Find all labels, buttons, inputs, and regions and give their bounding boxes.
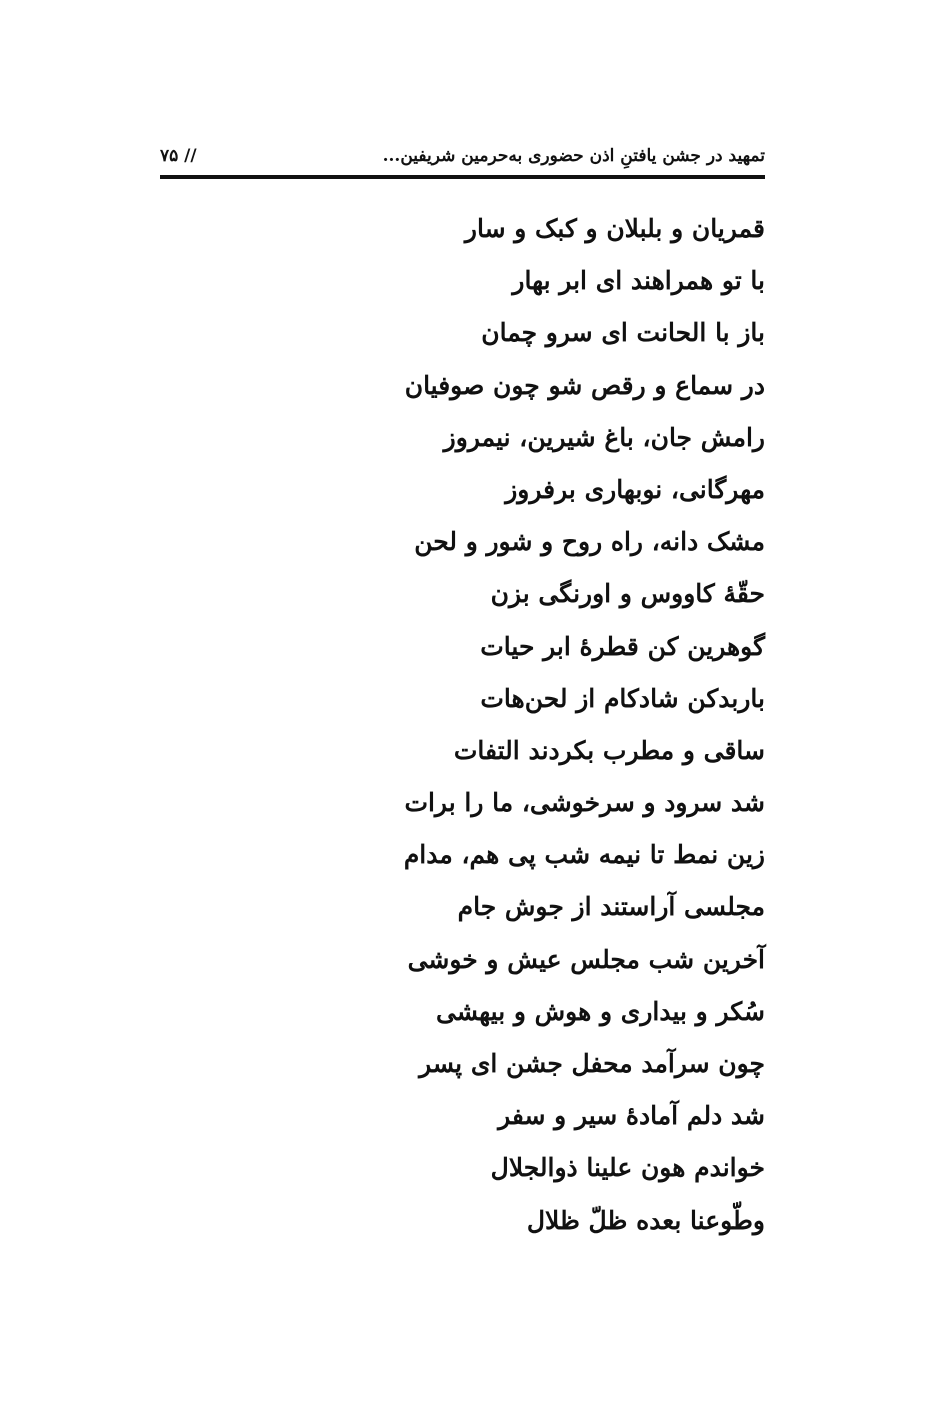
- poem-line: باربدکن شادکام از لحن‌هات: [480, 683, 765, 713]
- header-rule: [160, 175, 765, 179]
- running-head: [160, 140, 765, 176]
- poem-line: چون سرآمد محفل جشن ای پسر: [419, 1049, 765, 1078]
- poem-line: باز با الحانت ای سرو چمان: [481, 318, 765, 348]
- poem-line: زین نمط تا نیمه شب پی هم، مدام: [403, 840, 765, 870]
- page-number: // ۷۵: [160, 146, 197, 166]
- poem-line: شد دلم آمادهٔ سیر و سفر: [498, 1101, 765, 1131]
- poem-line: در سماع و رقص شو چون صوفیان: [404, 370, 765, 400]
- poem-line: سُکر و بیداری و هوش و بیهشی: [436, 996, 765, 1026]
- poem-line: مجلسی آراستند از جوش جام: [457, 892, 765, 922]
- poem-line: گوهرین کن قطرهٔ ابر حیات: [480, 631, 765, 661]
- poem-line: با تو همراهند ای ابر بهار: [512, 266, 765, 296]
- poem-line: شد سرود و سرخوشی، ما را برات: [404, 788, 765, 818]
- poem-line: مشک دانه، راه روح و شور و لحن: [414, 527, 765, 557]
- poem-line: وطّوعنا بعده ظلّ ظلال: [526, 1205, 765, 1235]
- poem-line: خواندم هون علینا ذوالجلال: [490, 1153, 765, 1183]
- poem: [165, 208, 765, 1252]
- poem-line: قمریان و بلبلان و کبک و سار: [464, 214, 765, 243]
- poem-line: رامش جان، باغ شیرین، نیمروز: [443, 422, 765, 452]
- poem-line: حقّهٔ کاووس و اورنگی بزن: [490, 579, 765, 609]
- running-head-title: تمهید در جشن یافتنِ اذن حضوری به‌حرمین شریفین...: [382, 146, 765, 166]
- poem-line: ساقی و مطرب بکردند التفات: [453, 735, 765, 765]
- poem-line: مهرگانی، نوبهاری برفروز: [505, 474, 765, 504]
- poem-line: آخرین شب مجلس عیش و خوشی: [407, 944, 765, 974]
